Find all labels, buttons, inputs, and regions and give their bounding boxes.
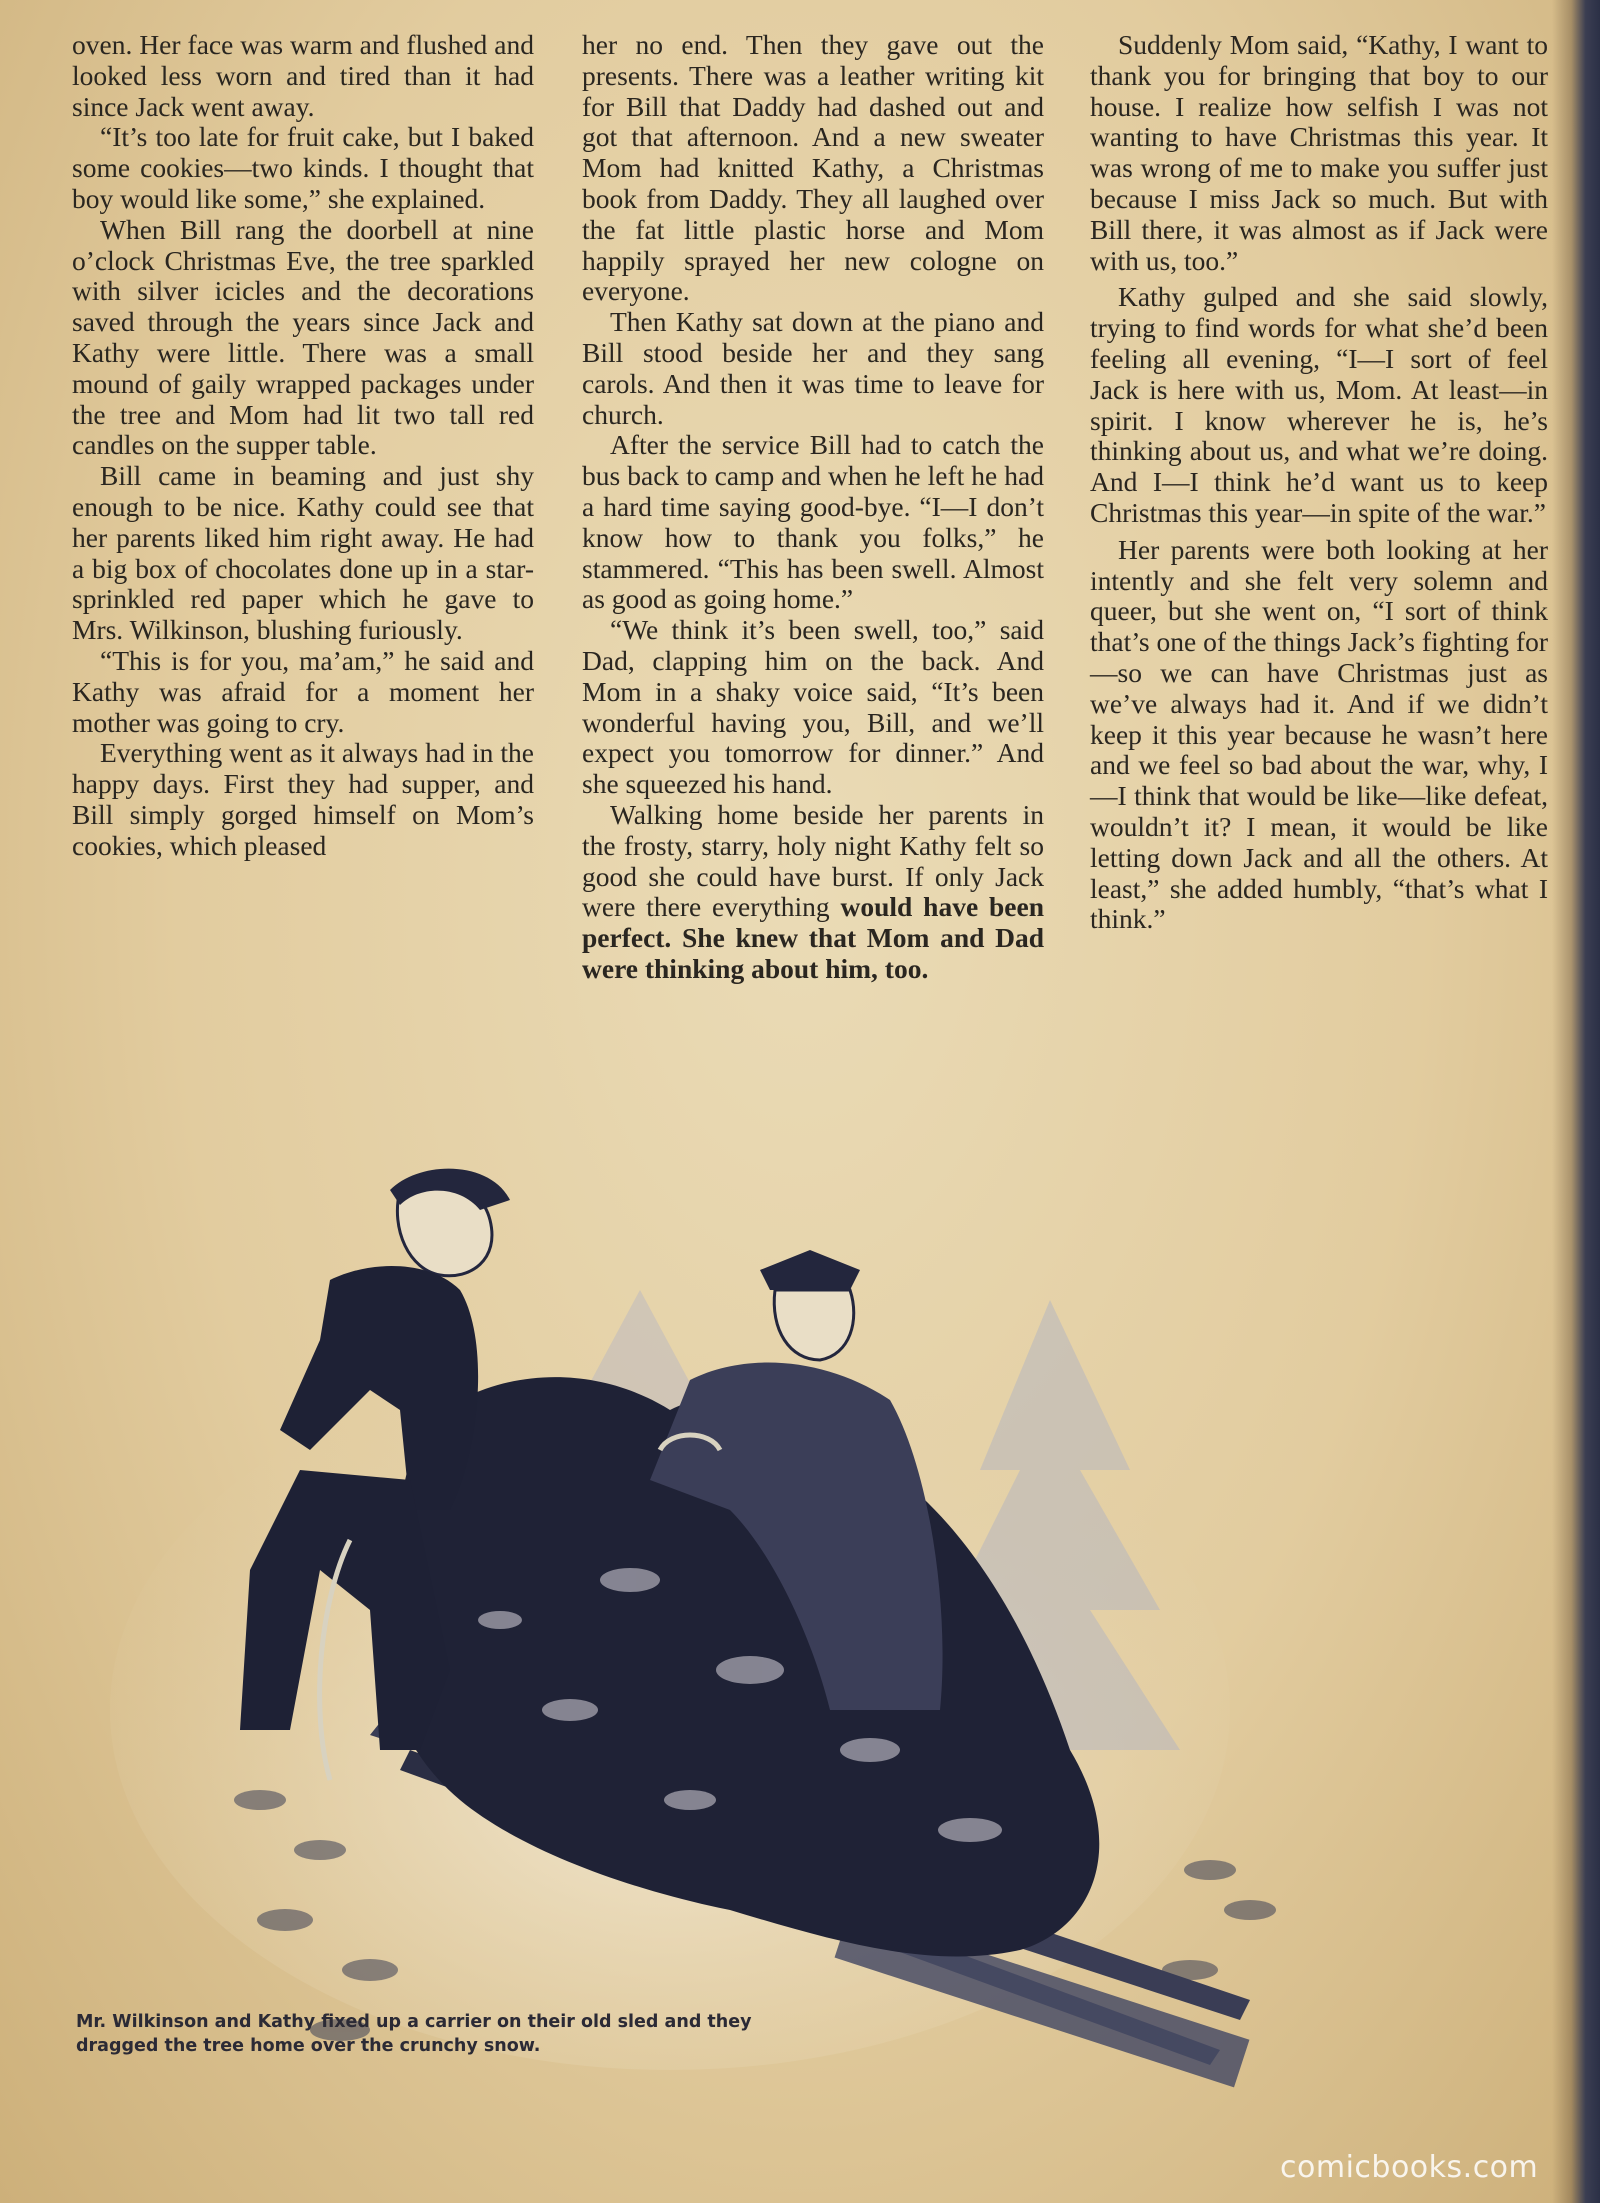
paragraph: “It’s too late for fruit cake, but I baked some cookies—two kinds. I thought that boy would like some,” she explained. — [72, 121, 534, 214]
paragraph: Kathy gulped and she said slowly, trying to find words for what she’d been feeling all evening, “I—I sort of feel Jack is here with us, Mom. At least—in spirit. I know wherever he is, he’s thinking about us, and what we’re doing. And I—I think he’d want us to keep Christmas this year—in spite of the war.” — [1090, 281, 1548, 528]
paragraph: After the service Bill had to catch the bus back to camp and when he left he had a hard time saying good-bye. “I—I don’t know how to thank you folks,” he stammered. “This has been swell. Almost as good as going home.” — [582, 429, 1044, 615]
paragraph: Suddenly Mom said, “Kathy, I want to thank you for bringing that boy to our house. I realize how selfish I was not wanting to have Christmas this year. It was wrong of me to make you suffer just because I miss Jack so much. But with Bill there, it was almost as if Jack were with us, too.” — [1090, 29, 1548, 276]
paragraph: oven. Her face was warm and flushed and looked less worn and tired than it had since Jack went away. — [72, 29, 534, 122]
paragraph-text-bold: would have been perfect. She knew that Mom and Dad were thinking about him, too. — [582, 891, 1045, 984]
paragraph-text: Walking home beside her parents in the frosty, starry, holy night Kathy felt so good she could have burst. If only Jack were there everything — [582, 798, 1044, 923]
paragraph: “We think it’s been swell, too,” said Dad, clapping him on the back. And Mom in a shaky voice said, “It’s been wonderful having you, Bill, and we’ll expect you tomorrow for dinner.” And she squeezed his hand. — [582, 614, 1044, 800]
paragraph: Then Kathy sat down at the piano and Bill stood beside her and they sang carols. And then it was time to leave for church. — [582, 306, 1044, 430]
watermark: comicbooks.com — [1280, 2150, 1539, 2185]
paragraph: Her parents were both looking at her intently and she felt very solemn and queer, but she went on, “I sort of think that’s one of the things Jack’s fighting for—so we can have Christmas just as we’ve always had it. And if we didn’t keep it this year because he wasn’t here and we feel so bad about the war, why, I—I think that would be like—like defeat, wouldn’t it? I mean, it would be like letting down Jack and all the others. At least,” she added humbly, “that’s what I think.” — [1090, 533, 1548, 935]
paragraph: “This is for you, ma’am,” he said and Kathy was afraid for a moment her mother was going to cry. — [72, 644, 534, 738]
sled-illustration — [70, 1150, 1320, 2130]
paragraph: When Bill rang the doorbell at nine o’clock Christmas Eve, the tree sparkled with silver icicles and the decorations saved through the years since Jack and Kathy were little. There was a small mound of gaily wrapped packages under the tree and Mom had lit two tall red candles on the supper table. — [72, 213, 534, 461]
paragraph: Everything went as it always had in the happy days. First they had supper, and Bill simply gorged himself on Mom’s cookies, which pleased — [72, 737, 534, 861]
paragraph: Bill came in beaming and just shy enough to be nice. Kathy could see that her parents liked him right away. He had a big box of chocolates done up in a star-sprinkled red paper which he gave to Mrs. Wilkinson, blushing furiously. — [72, 460, 534, 646]
paragraph: her no end. Then they gave out the presents. There was a leather writing kit for Bill that Daddy had dashed out and got that afternoon. And a new sweater Mom had knitted Kathy, a Christmas book from Daddy. They all laughed over the fat little plastic horse and Mom happily sprayed her new cologne on everyone. — [582, 29, 1044, 307]
text-column-1 — [72, 30, 534, 862]
text-column-2 — [582, 30, 1044, 985]
text-column-3 — [1090, 30, 1548, 935]
paragraph — [582, 800, 1044, 985]
page-spine-edge — [1552, 0, 1600, 2203]
illustration-caption: Mr. Wilkinson and Kathy fixed up a carrier on their old sled and they dragged the tree home over the crunchy snow. — [76, 2012, 752, 2056]
